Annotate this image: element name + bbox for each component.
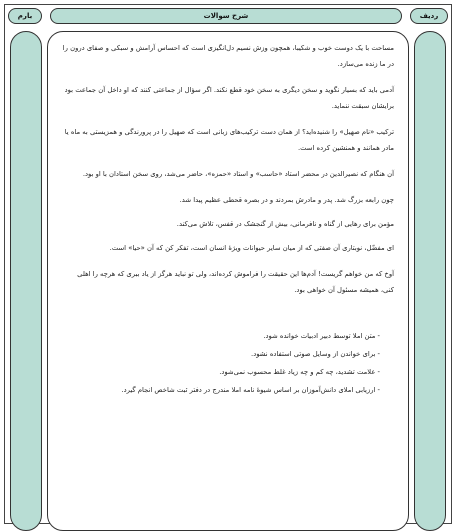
instruction-2: - برای خواندن از وسایل صوتی استفاده نشود.	[251, 350, 380, 358]
paragraph-8: آوخ که من خواهم گریست! آدم‌ها این حقیقت را فراموش کرده‌اند، ولی تو نباید هرگز از یاد ببری که هرچه را اهلی کنی، همیشه مسئول آن خواهی بود.	[77, 270, 394, 294]
paragraph-1: مساحت با یک دوست خوب و شکیبا، همچون وزش نسیم دل‌انگیزی است که احساس آرامش و سبکی و صفای درون را در ما زنده می‌سازد.	[62, 44, 394, 68]
instructions-list	[62, 328, 394, 398]
paragraph-7: ای مفضّل، نوبتاری آن صفتی که از میان سایر حیوانات ویژهٔ انسان است، تفکر کن که آن «حیا» است.	[109, 244, 394, 252]
sheet-title: شرح سوالات	[50, 8, 402, 24]
paragraph-2: آدمی باید که بسیار نگوید و سخن دیگری به سخن خود قطع نکند. اگر سؤال از جماعتی کنند که او داخل آن جماعت بود برایشان سبقت ننماید.	[64, 86, 394, 110]
exam-sheet	[4, 4, 452, 524]
paragraph-6: مؤمن برای رهایی از گناه و نافرمانی، بیش از گنجشک در قفس، تلاش می‌کند.	[176, 220, 394, 228]
instruction-1: - متن املا توسط دبیر ادبیات خوانده شود.	[263, 332, 380, 340]
paragraph-5: چون رابعه بزرگ شد. پدر و مادرش بمردند و در بصره قحطی عظیم پیدا شد.	[179, 196, 394, 204]
questions-panel	[47, 31, 409, 531]
instruction-4: - ارزیابی املای دانش‌آموزان بر اساس شیوهٔ نامه املا مندرج در دفتر ثبت شاخص انجام گیرد.	[121, 386, 380, 394]
sheet-header	[5, 5, 451, 27]
radif-label: ردیف	[410, 8, 448, 24]
paragraph-3: ترکیب «نام صهیل» را شنیده‌اید؟ از همان دست ترکیب‌های زبانی است که صهیل را در پرورندگی و همزیستی به ماه یا مادر همانند و همنشین کرده است.	[64, 128, 394, 152]
paragraph-4: آن هنگام که نصیرالدین در محضر استاد «حاسب» و استاد «حمزه»، حاضر می‌شد، روی سخن استادان با او بود.	[82, 170, 394, 178]
barem-column	[10, 31, 42, 531]
radif-column	[414, 31, 446, 531]
instruction-3: - علامت تشدید، چه کم و چه زیاد غلط محسوب نمی‌شود.	[219, 368, 380, 376]
barem-label: بارم	[8, 8, 42, 24]
